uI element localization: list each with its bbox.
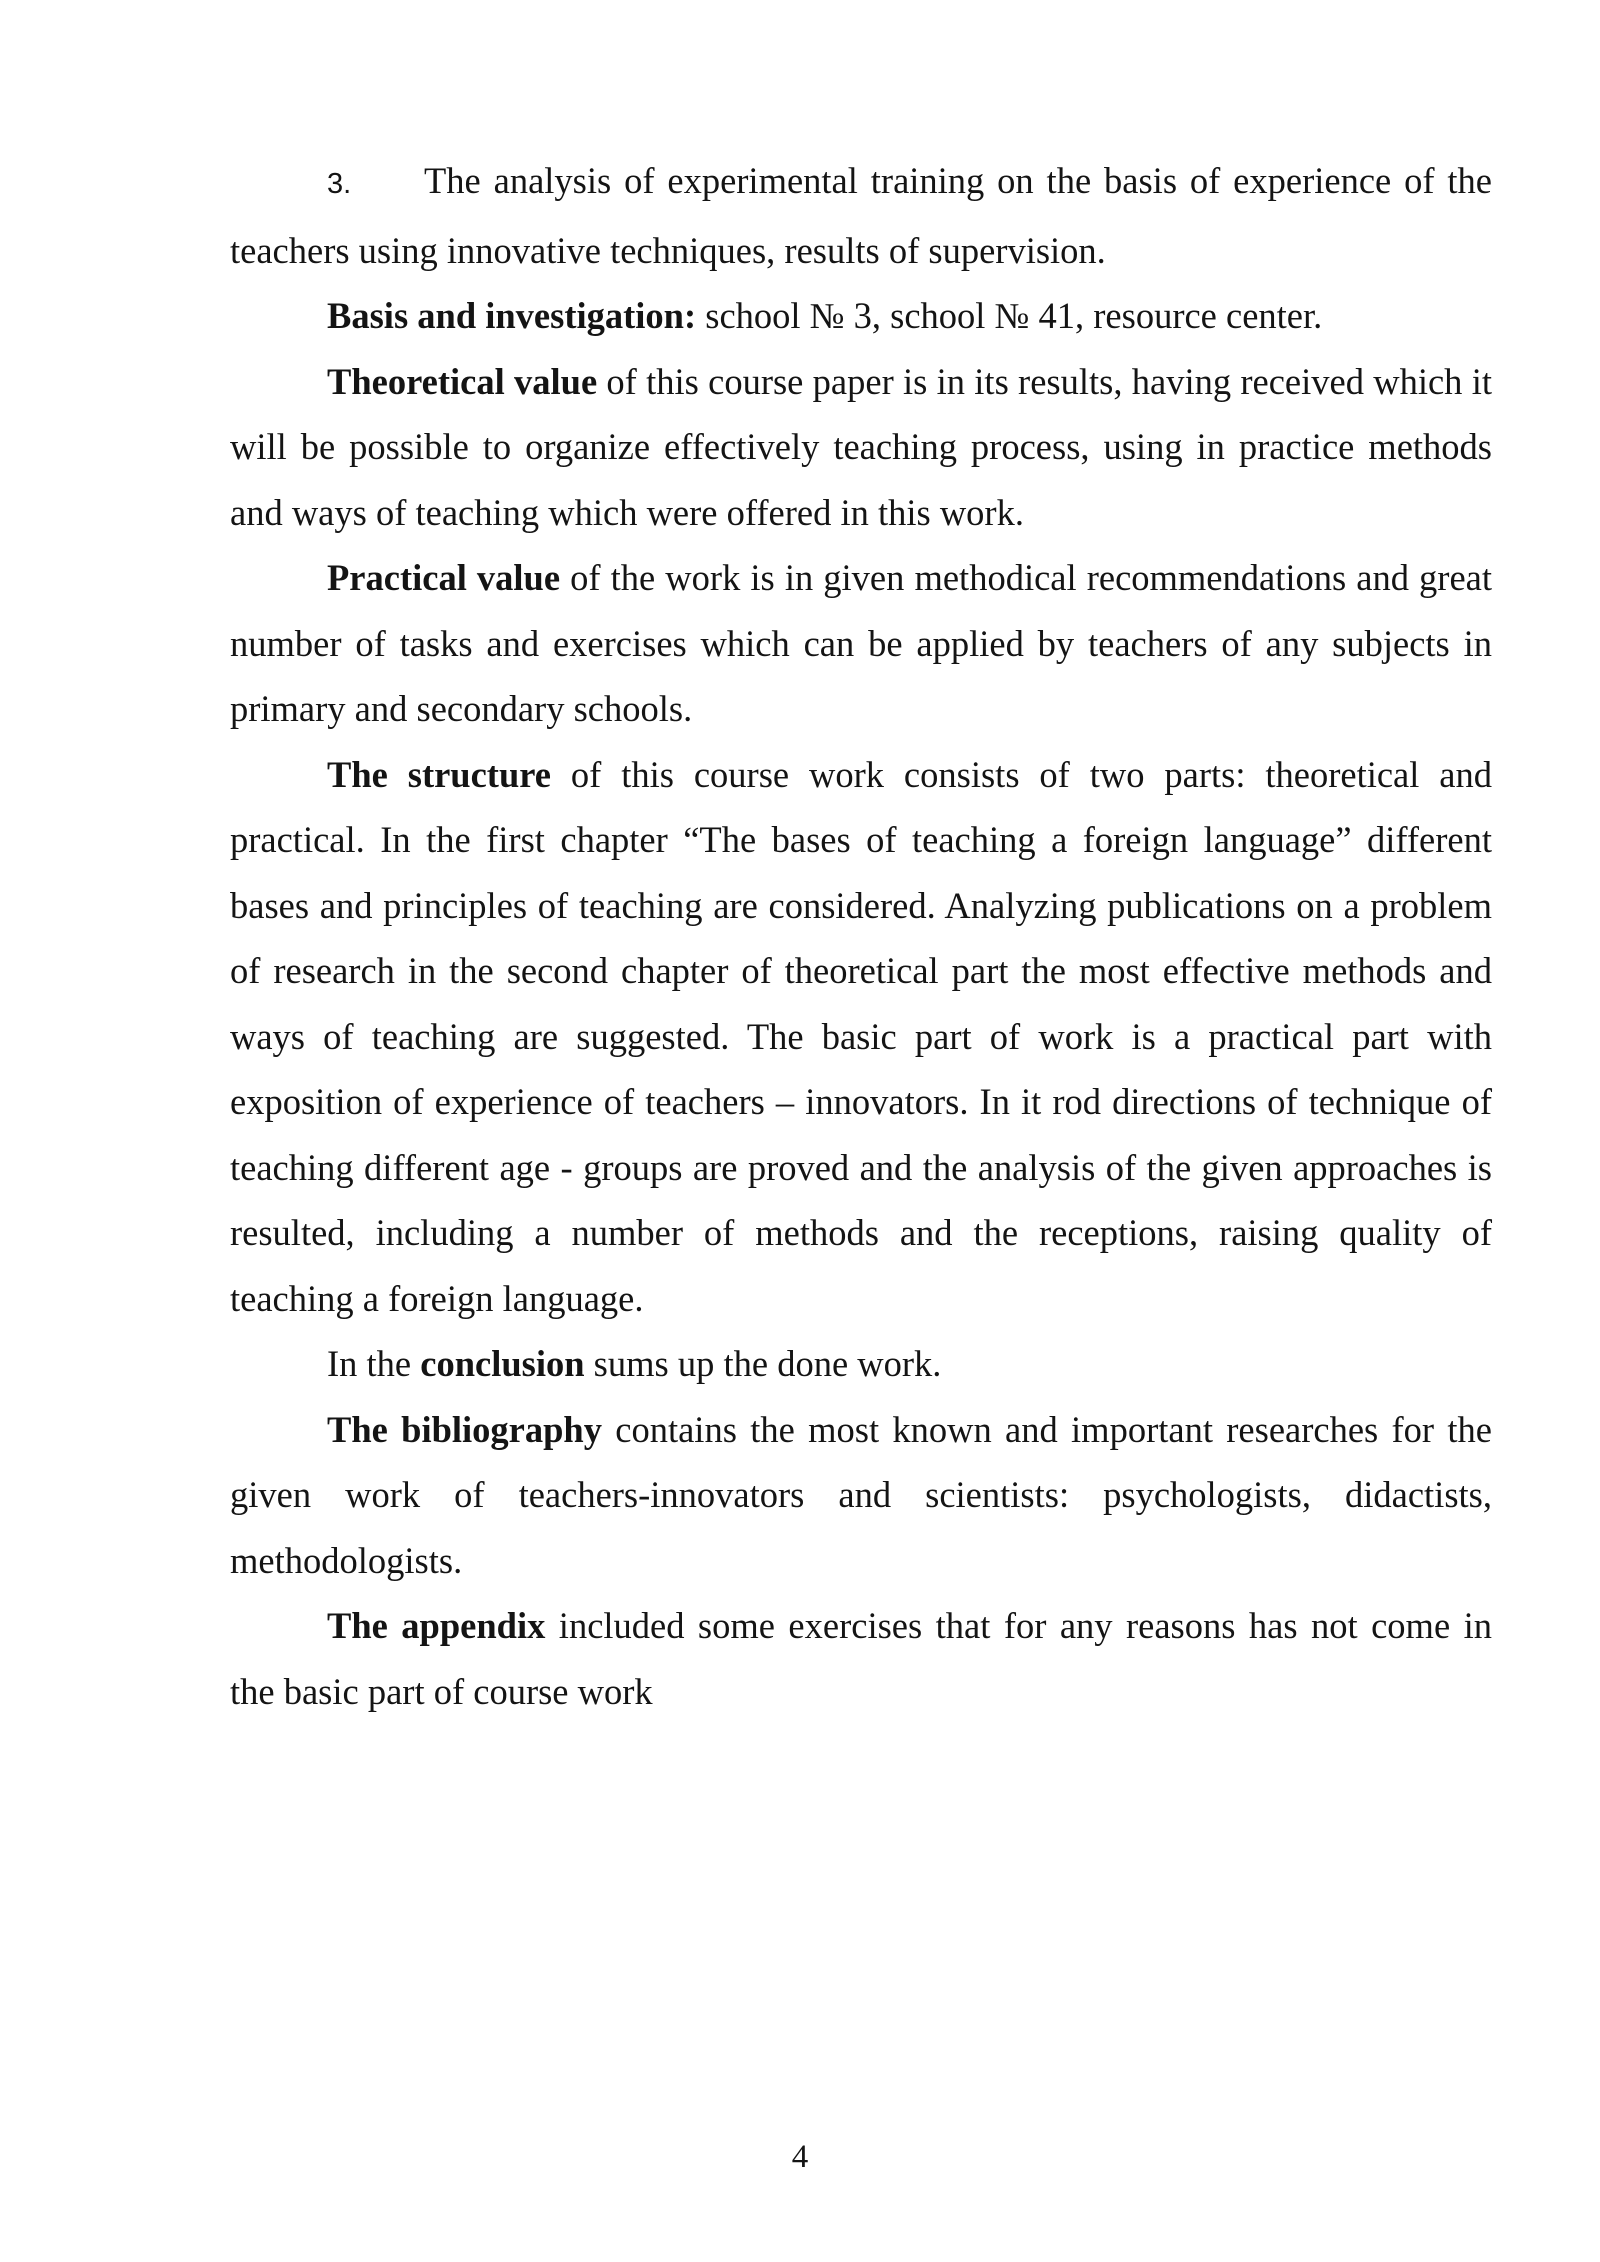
- paragraph-text: of the work is in given methodical recommendations and great number of tasks and exercises which can be applied by teachers of any subjects in primary and secondary schools.: [230, 557, 1492, 729]
- paragraph-text: of this course paper is in its results, having received which it will be possible to organize effectively teaching process, using in practice methods and ways of teaching which were offered in this work.: [230, 360, 1492, 533]
- document-page-body: [230, 148, 1492, 1724]
- paragraph-heading: The bibliography: [327, 1408, 602, 1450]
- paragraph-heading: Theoretical value: [327, 360, 598, 402]
- paragraph-heading: Practical value: [327, 557, 561, 598]
- paragraph-text: of this course work consists of two parts: theoretical and practical. In the first chapter “The bases of teaching a foreign language” different bases and principles of teaching are considered. Analyzing publications on a problem of research in the second chapter of theoretical part the most effective methods and ways of teaching are suggested. The basic part of work is a practical part with exposition of experience of teachers – innovators. In it rod directions of technique of teaching different age - groups are proved and the analysis of the given approaches is resulted, including a number of methods and the receptions, raising quality of teaching a foreign language.: [230, 753, 1492, 1319]
- paragraph-structure: [230, 742, 1492, 1332]
- paragraph-heading: The structure: [327, 753, 552, 795]
- paragraph-text: contains the most known and important researches for the given work of teachers-innovators and scientists: psychologists, didactists, methodologists.: [230, 1408, 1492, 1581]
- list-item-3: [230, 148, 1492, 283]
- list-item-text: The analysis of experimental training on the basis of experience of the teachers using innovative techniques, results of supervision.: [230, 160, 1492, 271]
- paragraph-basis: [230, 283, 1492, 349]
- paragraph-conclusion: [230, 1331, 1492, 1397]
- paragraph-heading: The appendix: [327, 1605, 546, 1646]
- paragraph-text: sums up the done work.: [584, 1343, 942, 1384]
- paragraph-heading: conclusion: [420, 1343, 585, 1384]
- paragraph-bibliography: [230, 1397, 1492, 1594]
- paragraph-appendix: [230, 1593, 1492, 1724]
- page-number: 4: [791, 2139, 809, 2175]
- paragraph-text: school № 3, school № 41, resource center.: [696, 295, 1323, 336]
- paragraph-heading: Basis and investigation:: [327, 295, 697, 336]
- paragraph-practical-value: [230, 545, 1492, 742]
- paragraph-text: included some exercises that for any reasons has not come in the basic part of course work: [230, 1605, 1492, 1712]
- list-item-number: 3.: [327, 168, 352, 200]
- paragraph-theoretical-value: [230, 349, 1492, 546]
- paragraph-lead-text: In the: [327, 1343, 421, 1384]
